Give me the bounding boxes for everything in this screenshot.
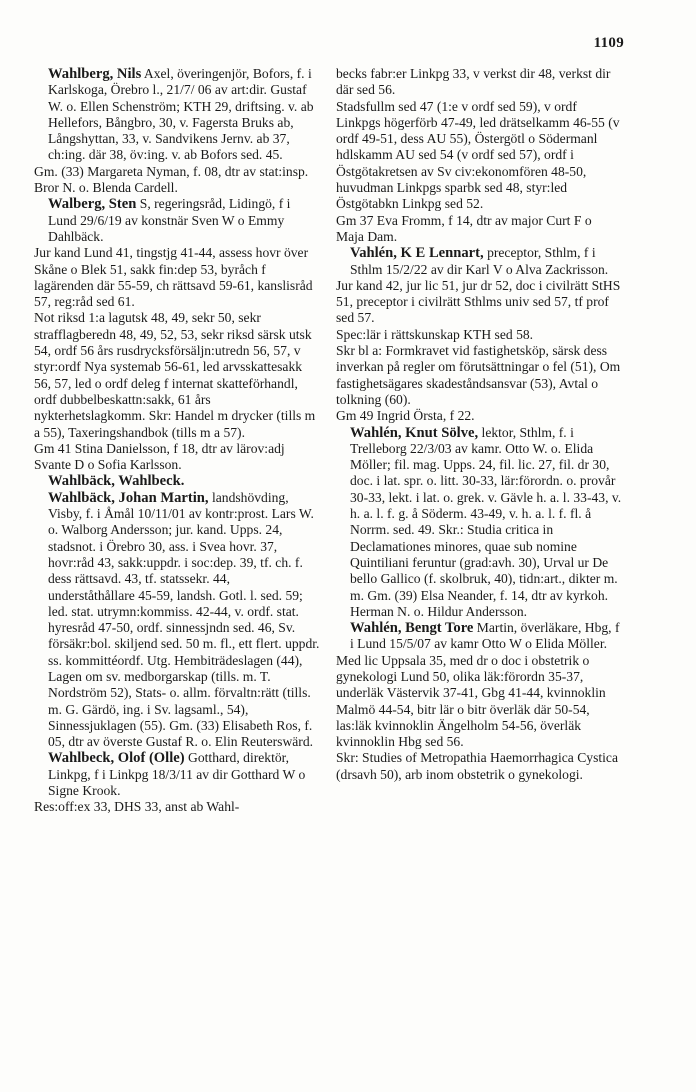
entry-text: lektor, Sthlm, f. i Trelleborg 22/3/03 av kamr. Otto W. o. Elida Möller; fil. mag. Upps. 24, fil. lic. 27, fil. dr 30, doc. i lat. spr. o. litt. 30-33, lär:förordn. o. provår 30-33, lekt. i lat. o. grek. v. Gävle h. a. l. 33-43, v. h. a. l. f. g. å Söderm. 43-49, v. h. a. l. f. fl. å Norrm. sed. 49. Skr.: Studia critica in Declamationes minores, quae sub nomine Quintiliani feruntur (grad:avh. 30), Urval ur De bello Gallico (f. skolbruk, 40), tidn:art., dikter m. m. Gm. (39) Elsa Neander, f. 14, dtr av kyrkoh. Herman N. o. Hildur Andersson.: [350, 424, 622, 619]
entry: [34, 473, 320, 489]
page-number: 1109: [593, 35, 624, 51]
entry-text: becks fabr:er Linkpg 33, v verkst dir 48, verkst dir där sed 56.: [336, 66, 611, 98]
entry-paragraph: Gm 41 Stina Danielsson, f 18, dtr av lärov:adj Svante D o Sofia Karlsson.: [34, 440, 285, 473]
entry-text: Martin, överläkare, Hbg, f i Lund 15/5/07 av kamr Otto W o Elida Möller.: [350, 620, 620, 652]
entry-text: Axel, överingenjör, Bofors, f. i Karlskoga, Örebro l., 21/7/ 06 av art:dir. Gustaf W. o. Ellen Schenström; KTH 29, driftsing. v. ab Hellefors, Bångbro, 30, v. Fagersta Bruks ab, Långshyttan, 33, v. Sandvikens Jernv. ab 37, ch:ing. där 38, öv:ing. v. ab Bofors sed. 45.: [48, 66, 314, 163]
entry-name: Wahlberg, Nils: [48, 66, 142, 82]
entry: [34, 490, 320, 751]
entry: [336, 66, 622, 99]
entry-name: Vahlén, K E Lennart,: [350, 245, 484, 262]
entry-paragraph: Gm 37 Eva Fromm, f 14, dtr av major Curt F o Maja Dam.: [336, 212, 592, 244]
entry: [34, 750, 320, 799]
entry: [34, 66, 320, 164]
entry: [336, 425, 622, 621]
entry-paragraph: Jur kand 42, jur lic 51, jur dr 52, doc i civilrätt StHS 51, preceptor i civilrätt Sthlms univ sed 57, tf prof sed 57.: [336, 277, 621, 326]
entry-paragraph: Med lic Uppsala 35, med dr o doc i obstetrik o gynekologi Lund 50, olika läk:förordn 35-37, underläk Västervik 37-41, Gbg 41-44, kvinnoklin Malmö 44-54, bitr lär o bitr överläk där 50-54, las:läk kvinnoklin Ängelholm 54-56, överläk kvinnoklin Hbg sed 56.: [336, 652, 606, 750]
right-column: [336, 66, 622, 783]
entry-paragraph: Res:off:ex 33, DHS 33, anst ab Wahl-: [34, 799, 240, 815]
entry-paragraph: Skr bl a: Formkravet vid fastighetsköp, särsk dess inverkan på regler om förutsättningar o fel (51), Om fastighetsägares skadeståndsansvar (53), Avtal o tolkning (60).: [336, 343, 621, 407]
entry: [336, 620, 622, 653]
entry-name: Wahlbäck, Wahlbeck.: [48, 473, 185, 490]
entry-name: Wahlbeck, Olof (Olle): [48, 750, 185, 767]
entry-paragraph: Stadsfullm sed 47 (1:e v ordf sed 59), v ordf Linkpgs högerförb 47-49, led drätselkamm 46-55 (v ordf 49-51, dess AU 55), Östergötl o Södermanl hdlskamm AU sed 54 (v ordf sed 57), ordf i Östgötakretsen av Sv civ:ekonomfören 48-50, huvudman Linkpgs sparbk sed 48, styr:led Östgötabkn Linkpg sed 52.: [336, 98, 620, 212]
entry-paragraph: Gm 49 Ingrid Örsta, f 22.: [336, 408, 475, 424]
left-column: [34, 66, 320, 816]
entry-name: Walberg, Sten: [48, 196, 137, 213]
entry: [34, 196, 320, 245]
entry-paragraph: Skr: Studies of Metropathia Haemorrhagica Cystica (drsavh 50), arb inom obstetrik o gynekologi.: [336, 750, 618, 782]
entry-name: Wahlbäck, Johan Martin,: [48, 489, 209, 506]
entry-paragraph: Jur kand Lund 41, tingstjg 41-44, assess hovr över Skåne o Blek 51, sakk fin:dep 53, byråch f lagärenden där 55-59, ch rättsavd 59-61, kanslisråd 57, reg:råd sed 61.: [34, 245, 313, 310]
entry-name: Wahlén, Bengt Tore: [350, 620, 474, 637]
entry-paragraph: Gm. (33) Margareta Nyman, f. 08, dtr av stat:insp. Bror N. o. Blenda Cardell.: [34, 163, 309, 196]
entry-name: Wahlén, Knut Sölve,: [350, 424, 479, 441]
entry-text: S, regeringsråd, Lidingö, f i Lund 29/6/19 av konstnär Sven W o Emmy Dahlbäck.: [48, 196, 291, 244]
entry-paragraph: Spec:lär i rättskunskap KTH sed 58.: [336, 326, 534, 342]
entry-paragraph: Not riksd 1:a lagutsk 48, 49, sekr 50, sekr strafflagberedn 48, 49, 52, 53, sekr riksd särsk utsk 54, ordf 56 års rusdrycksförsäljn:utredn 56, 57, v styr:ordf Nya systemab 56-61, led arvsskattesakk 56, 57, led o ordf deleg f internat skatteförhandl, ordf dubbelbeskattn:sakk, 61 års nykterhetslagkomm. Skr: Handel m drycker (tills m a 55), Taxeringshandbok (tills m a 57).: [34, 310, 316, 440]
entry: [336, 245, 622, 278]
entry-text: landshövding, Visby, f. i Åmål 10/11/01 av kontr:prost. Lars W. o. Walborg Andersson; jur. kand. Upps. 24, stadsnot. i Örebro 30, ass. i Svea hovr. 37, hovr:råd 43, sakk:uppdr. i soc:dep. 39, tf. ch. f. dess rättsavd. 43, tf. statssekr. 44, underståthållare 45-59, landsh. Gotl. l. sed. 59; led. stat. utrymn:kommiss. 42-44, v. ordf. stat. hyresråd 47-50, ordf. sinnessjndn sed. 46, Sv. försäkr:bol. skiljend sed. 50 m. fl., ett flert. uppdr. ss. kommittéordf. Utg. Hembiträdeslagen (44), Lagen om sv. medborgarskap (tills. m. T. Nordström 52), Stats- o. allm. förvaltn:rätt (tills. m. G. Gärdö, ing. i Sv. lagsaml., 54), Sinnessjuklagen (55). Gm. (33) Elisabeth Ros, f. 05, dtr av överste Gustaf R. o. Elin Reuterswärd.: [48, 489, 320, 750]
entry-text: preceptor, Sthlm, f i Sthlm 15/2/22 av dir Karl V o Alva Zackrisson.: [350, 245, 609, 277]
entry-text: Gotthard, direktör, Linkpg, f i Linkpg 18/3/11 av dir Gotthard W o Signe Krook.: [48, 750, 306, 799]
